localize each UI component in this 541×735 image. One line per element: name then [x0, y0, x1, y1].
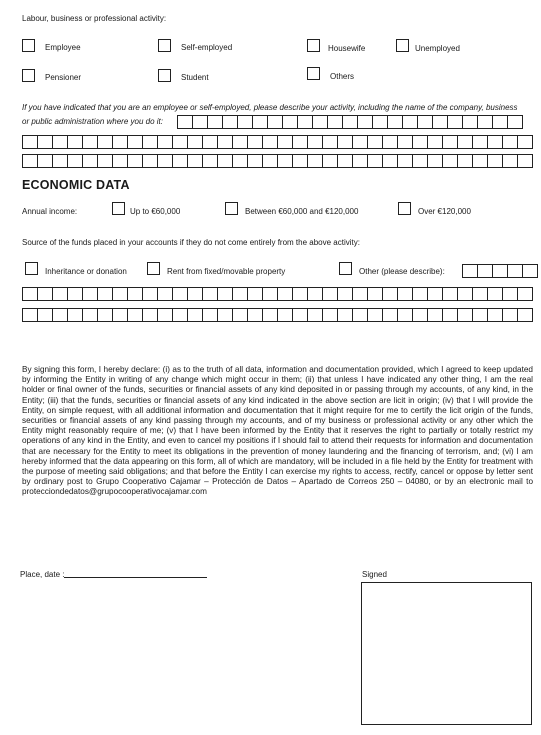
char-cell[interactable]: [503, 135, 518, 149]
char-cell[interactable]: [248, 154, 263, 168]
char-cell[interactable]: [278, 287, 293, 301]
char-cell[interactable]: [263, 287, 278, 301]
char-cell[interactable]: [458, 135, 473, 149]
char-cell[interactable]: [188, 308, 203, 322]
char-cell[interactable]: [158, 135, 173, 149]
char-cell[interactable]: [323, 154, 338, 168]
char-cell[interactable]: [383, 287, 398, 301]
char-cell[interactable]: [23, 287, 38, 301]
char-cell[interactable]: [68, 287, 83, 301]
char-cell[interactable]: [373, 115, 388, 129]
char-cell[interactable]: [523, 264, 538, 278]
char-cell[interactable]: [503, 308, 518, 322]
unemployed-checkbox[interactable]: [396, 39, 409, 52]
char-cell[interactable]: [388, 115, 403, 129]
char-cell[interactable]: [113, 308, 128, 322]
others-checkbox[interactable]: [307, 67, 320, 80]
char-cell[interactable]: [193, 115, 208, 129]
char-cell[interactable]: [263, 154, 278, 168]
char-cell[interactable]: [488, 135, 503, 149]
char-cell[interactable]: [143, 308, 158, 322]
char-cell[interactable]: [473, 308, 488, 322]
char-cell[interactable]: [98, 154, 113, 168]
char-cell[interactable]: [173, 287, 188, 301]
char-cell[interactable]: [308, 135, 323, 149]
char-cell[interactable]: [98, 287, 113, 301]
char-cell[interactable]: [113, 135, 128, 149]
char-cell[interactable]: [68, 308, 83, 322]
char-cell[interactable]: [323, 308, 338, 322]
signature-box[interactable]: [361, 582, 532, 725]
self-employed-label: Self-employed: [181, 43, 233, 52]
char-cell[interactable]: [23, 135, 38, 149]
char-cell[interactable]: [263, 135, 278, 149]
char-cell[interactable]: [23, 154, 38, 168]
student-checkbox[interactable]: [158, 69, 171, 82]
activity-description-field-row1[interactable]: [177, 115, 523, 129]
char-cell[interactable]: [203, 154, 218, 168]
char-cell[interactable]: [208, 115, 223, 129]
char-cell[interactable]: [128, 287, 143, 301]
char-cell[interactable]: [113, 154, 128, 168]
char-cell[interactable]: [298, 115, 313, 129]
char-cell[interactable]: [343, 115, 358, 129]
char-cell[interactable]: [203, 287, 218, 301]
char-cell[interactable]: [368, 287, 383, 301]
rent-checkbox[interactable]: [147, 262, 160, 275]
char-cell[interactable]: [188, 287, 203, 301]
income-over-120k-checkbox[interactable]: [398, 202, 411, 215]
char-cell[interactable]: [38, 287, 53, 301]
self-employed-checkbox[interactable]: [158, 39, 171, 52]
housewife-checkbox[interactable]: [307, 39, 320, 52]
activity-description-field-row3[interactable]: [22, 154, 533, 168]
char-cell[interactable]: [248, 287, 263, 301]
char-cell[interactable]: [398, 287, 413, 301]
char-cell[interactable]: [518, 308, 533, 322]
char-cell[interactable]: [263, 308, 278, 322]
char-cell[interactable]: [293, 135, 308, 149]
activity-label: Labour, business or professional activity:: [22, 14, 167, 23]
char-cell[interactable]: [313, 115, 328, 129]
char-cell[interactable]: [203, 308, 218, 322]
char-cell[interactable]: [463, 115, 478, 129]
char-cell[interactable]: [113, 287, 128, 301]
other-source-checkbox[interactable]: [339, 262, 352, 275]
char-cell[interactable]: [458, 154, 473, 168]
char-cell[interactable]: [293, 308, 308, 322]
char-cell[interactable]: [98, 135, 113, 149]
char-cell[interactable]: [38, 135, 53, 149]
char-cell[interactable]: [428, 135, 443, 149]
char-cell[interactable]: [143, 287, 158, 301]
char-cell[interactable]: [458, 308, 473, 322]
char-cell[interactable]: [488, 154, 503, 168]
student-label: Student: [181, 73, 209, 82]
char-cell[interactable]: [283, 115, 298, 129]
char-cell[interactable]: [428, 308, 443, 322]
char-cell[interactable]: [278, 154, 293, 168]
char-cell[interactable]: [443, 154, 458, 168]
char-cell[interactable]: [418, 115, 433, 129]
char-cell[interactable]: [383, 308, 398, 322]
char-cell[interactable]: [98, 308, 113, 322]
char-cell[interactable]: [398, 154, 413, 168]
char-cell[interactable]: [143, 154, 158, 168]
funds-source-label: Source of the funds placed in your accounts if they do not come entirely from the above activity:: [22, 238, 360, 247]
char-cell[interactable]: [308, 287, 323, 301]
unemployed-label: Unemployed: [415, 44, 460, 53]
char-cell[interactable]: [353, 135, 368, 149]
inheritance-label: Inheritance or donation: [45, 267, 127, 276]
char-cell[interactable]: [448, 115, 463, 129]
char-cell[interactable]: [463, 264, 478, 278]
char-cell[interactable]: [83, 135, 98, 149]
others-label: Others: [330, 72, 355, 81]
char-cell[interactable]: [293, 287, 308, 301]
char-cell[interactable]: [473, 287, 488, 301]
char-cell[interactable]: [353, 287, 368, 301]
char-cell[interactable]: [173, 308, 188, 322]
char-cell[interactable]: [233, 154, 248, 168]
char-cell[interactable]: [338, 287, 353, 301]
char-cell[interactable]: [403, 115, 418, 129]
char-cell[interactable]: [68, 135, 83, 149]
char-cell[interactable]: [253, 115, 268, 129]
income-up-to-60k-checkbox[interactable]: [112, 202, 125, 215]
char-cell[interactable]: [233, 287, 248, 301]
other-source-field-row1[interactable]: [462, 264, 538, 278]
char-cell[interactable]: [518, 287, 533, 301]
char-cell[interactable]: [248, 308, 263, 322]
income-over-120k-label: Over €120,000: [418, 207, 471, 216]
char-cell[interactable]: [383, 135, 398, 149]
char-cell[interactable]: [338, 154, 353, 168]
char-cell[interactable]: [158, 154, 173, 168]
economic-data-heading: ECONOMIC DATA: [22, 178, 130, 192]
char-cell[interactable]: [493, 115, 508, 129]
housewife-label: Housewife: [328, 44, 366, 53]
declaration-paragraph: By signing this form, I hereby declare: (i) as to the truth of all data, information and documentation provided, which I agreed to keep updated by informing the Entity in writing of any change which might occur in them; (ii) that unless I have indicated any other thing, I am the real holder or final owner of the funds, securities or financial assets of any kind deposited in or passing through my accounts, of any kind, in the Entity; (iii) that the funds, securities or financial assets of any kind indicated in the above section are licit in origin; (iv) that I will provide the Entity, on simple request, with all additional information and documentation that it might require for me to certify the licit origin of the funds, securities or financial assets of any kind passing through my accounts, and of my business or professional activity or any other which the Entity might reasonably require of me; (v) that I have been informed by the Entity that it reserves the right to partially or totally restrict my operations of any kind in the Entity, and even to cancel my positions if I should fail to attend their requests for information and documentation that are necessary for the Entity to meet its obligations in the prevention of money laundering and the financing of terrorism, and; (vi) I am hereby informed that the data appearing on this form, all of which are mandatory, will be included in a file held by the Entity for treatment with the purpose of meeting said obligations; and that before the Entity I can exercise my rights to access, rectify, cancel or oppose by letter sent by ordinary post to Grupo Cooperativo Cajamar – Protección de Datos – Apartado de Correos 250 – 04080, or by an electronic mail to protecciondedatos@grupocooperativocajamar.com: [22, 365, 533, 497]
char-cell[interactable]: [478, 115, 493, 129]
char-cell[interactable]: [238, 115, 253, 129]
char-cell[interactable]: [503, 287, 518, 301]
char-cell[interactable]: [323, 287, 338, 301]
char-cell[interactable]: [278, 135, 293, 149]
char-cell[interactable]: [353, 308, 368, 322]
char-cell[interactable]: [68, 154, 83, 168]
char-cell[interactable]: [143, 135, 158, 149]
char-cell[interactable]: [83, 287, 98, 301]
char-cell[interactable]: [478, 264, 493, 278]
char-cell[interactable]: [278, 308, 293, 322]
char-cell[interactable]: [413, 287, 428, 301]
char-cell[interactable]: [488, 287, 503, 301]
char-cell[interactable]: [508, 264, 523, 278]
char-cell[interactable]: [268, 115, 283, 129]
char-cell[interactable]: [398, 135, 413, 149]
char-cell[interactable]: [518, 154, 533, 168]
char-cell[interactable]: [328, 115, 343, 129]
char-cell[interactable]: [353, 154, 368, 168]
char-cell[interactable]: [233, 308, 248, 322]
char-cell[interactable]: [443, 287, 458, 301]
income-60k-120k-checkbox[interactable]: [225, 202, 238, 215]
char-cell[interactable]: [368, 154, 383, 168]
char-cell[interactable]: [218, 308, 233, 322]
rent-label: Rent from fixed/movable property: [167, 267, 286, 276]
char-cell[interactable]: [188, 154, 203, 168]
other-source-label: Other (please describe):: [359, 267, 445, 276]
funds-source-field-row2[interactable]: [22, 287, 533, 301]
funds-source-field-row3[interactable]: [22, 308, 533, 322]
char-cell[interactable]: [493, 264, 508, 278]
char-cell[interactable]: [158, 308, 173, 322]
char-cell[interactable]: [508, 115, 523, 129]
char-cell[interactable]: [473, 154, 488, 168]
char-cell[interactable]: [128, 135, 143, 149]
char-cell[interactable]: [413, 154, 428, 168]
income-up-to-60k-label: Up to €60,000: [130, 207, 181, 216]
char-cell[interactable]: [38, 308, 53, 322]
employee-checkbox[interactable]: [22, 39, 35, 52]
activity-description-field-row2[interactable]: [22, 135, 533, 149]
char-cell[interactable]: [368, 308, 383, 322]
char-cell[interactable]: [473, 135, 488, 149]
char-cell[interactable]: [23, 308, 38, 322]
activity-describe-line2: or public administration where you do it:: [22, 117, 163, 126]
char-cell[interactable]: [53, 135, 68, 149]
char-cell[interactable]: [338, 135, 353, 149]
char-cell[interactable]: [443, 135, 458, 149]
char-cell[interactable]: [488, 308, 503, 322]
char-cell[interactable]: [433, 115, 448, 129]
char-cell[interactable]: [413, 135, 428, 149]
char-cell[interactable]: [223, 115, 238, 129]
char-cell[interactable]: [53, 287, 68, 301]
char-cell[interactable]: [503, 154, 518, 168]
char-cell[interactable]: [368, 135, 383, 149]
char-cell[interactable]: [158, 287, 173, 301]
char-cell[interactable]: [518, 135, 533, 149]
signed-label: Signed: [362, 570, 387, 579]
activity-describe-line1: If you have indicated that you are an employee or self-employed, please describe your activity, including the name of the company, business: [22, 103, 518, 112]
char-cell[interactable]: [383, 154, 398, 168]
char-cell[interactable]: [128, 308, 143, 322]
char-cell[interactable]: [308, 154, 323, 168]
inheritance-checkbox[interactable]: [25, 262, 38, 275]
char-cell[interactable]: [218, 135, 233, 149]
char-cell[interactable]: [53, 154, 68, 168]
pensioner-label: Pensioner: [45, 73, 82, 82]
place-date-label: Place, date :: [20, 570, 65, 579]
income-60k-120k-label: Between €60,000 and €120,000: [245, 207, 359, 216]
pensioner-checkbox[interactable]: [22, 69, 35, 82]
char-cell[interactable]: [218, 154, 233, 168]
char-cell[interactable]: [458, 287, 473, 301]
char-cell[interactable]: [358, 115, 373, 129]
char-cell[interactable]: [203, 135, 218, 149]
char-cell[interactable]: [53, 308, 68, 322]
char-cell[interactable]: [413, 308, 428, 322]
char-cell[interactable]: [188, 135, 203, 149]
char-cell[interactable]: [83, 308, 98, 322]
char-cell[interactable]: [428, 287, 443, 301]
char-cell[interactable]: [173, 135, 188, 149]
char-cell[interactable]: [218, 287, 233, 301]
char-cell[interactable]: [338, 308, 353, 322]
char-cell[interactable]: [308, 308, 323, 322]
char-cell[interactable]: [38, 154, 53, 168]
char-cell[interactable]: [248, 135, 263, 149]
char-cell[interactable]: [443, 308, 458, 322]
char-cell[interactable]: [233, 135, 248, 149]
char-cell[interactable]: [323, 135, 338, 149]
annual-income-label: Annual income:: [22, 207, 78, 216]
char-cell[interactable]: [173, 154, 188, 168]
char-cell[interactable]: [178, 115, 193, 129]
char-cell[interactable]: [83, 154, 98, 168]
char-cell[interactable]: [398, 308, 413, 322]
place-date-field[interactable]: [64, 567, 207, 578]
char-cell[interactable]: [128, 154, 143, 168]
char-cell[interactable]: [293, 154, 308, 168]
employee-label: Employee: [45, 43, 81, 52]
char-cell[interactable]: [428, 154, 443, 168]
